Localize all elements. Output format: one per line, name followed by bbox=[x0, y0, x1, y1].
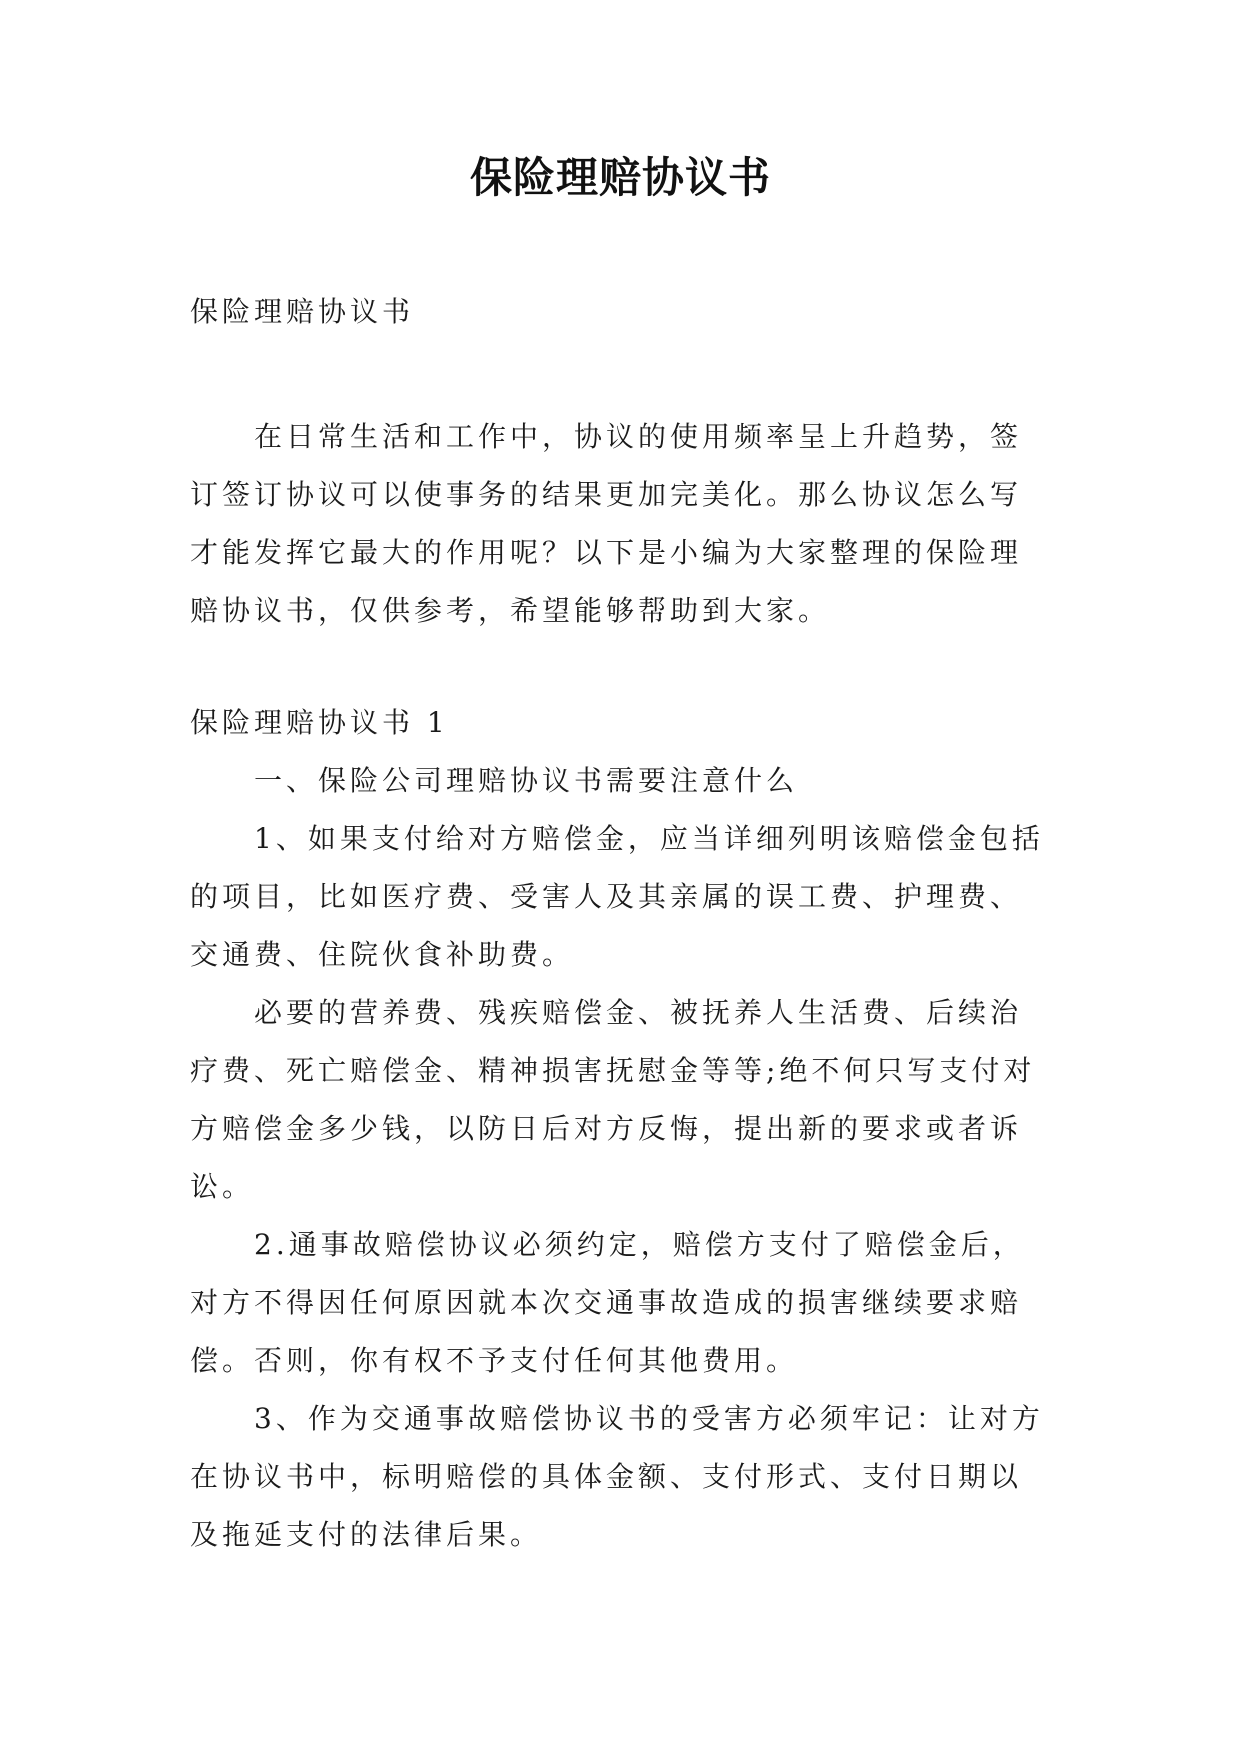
paragraph-item-1-continued: 必要的营养费、残疾赔偿金、被抚养人生活费、后续治疗费、死亡赔偿金、精神损害抚慰金等等;绝不何只写支付对方赔偿金多少钱，以防日后对方反悔，提出新的要求或者诉讼。 bbox=[190, 996, 1036, 1203]
document-title: 保险理赔协议书 bbox=[469, 153, 771, 202]
section-1 bbox=[190, 694, 1050, 1564]
paragraph-item-1: 1、如果支付给对方赔偿金，应当详细列明该赔偿金包括的项目，比如医疗费、受害人及其亲属的误工费、护理费、交通费、住院伙食补助费。 bbox=[190, 822, 1044, 971]
section-heading: 保险理赔协议书 1 bbox=[190, 706, 449, 739]
paragraph-item-3: 3、作为交通事故赔偿协议书的受害方必须牢记：让对方在协议书中，标明赔偿的具体金额、支付形式、支付日期以及拖延支付的法律后果。 bbox=[190, 1402, 1044, 1551]
document-subtitle: 保险理赔协议书 bbox=[190, 295, 415, 328]
paragraph-item-2: 2.通事故赔偿协议必须约定，赔偿方支付了赔偿金后，对方不得因任何原因就本次交通事故造成的损害继续要求赔偿。否则，你有权不予支付任何其他费用。 bbox=[190, 1228, 1025, 1377]
intro-paragraph: 在日常生活和工作中，协议的使用频率呈上升趋势，签订签订协议可以使事务的结果更加完美化。那么协议怎么写才能发挥它最大的作用呢？以下是小编为大家整理的保险理赔协议书，仅供参考，希望能够帮助到大家。 bbox=[190, 420, 1023, 627]
paragraph-notice-heading: 一、保险公司理赔协议书需要注意什么 bbox=[254, 764, 799, 797]
